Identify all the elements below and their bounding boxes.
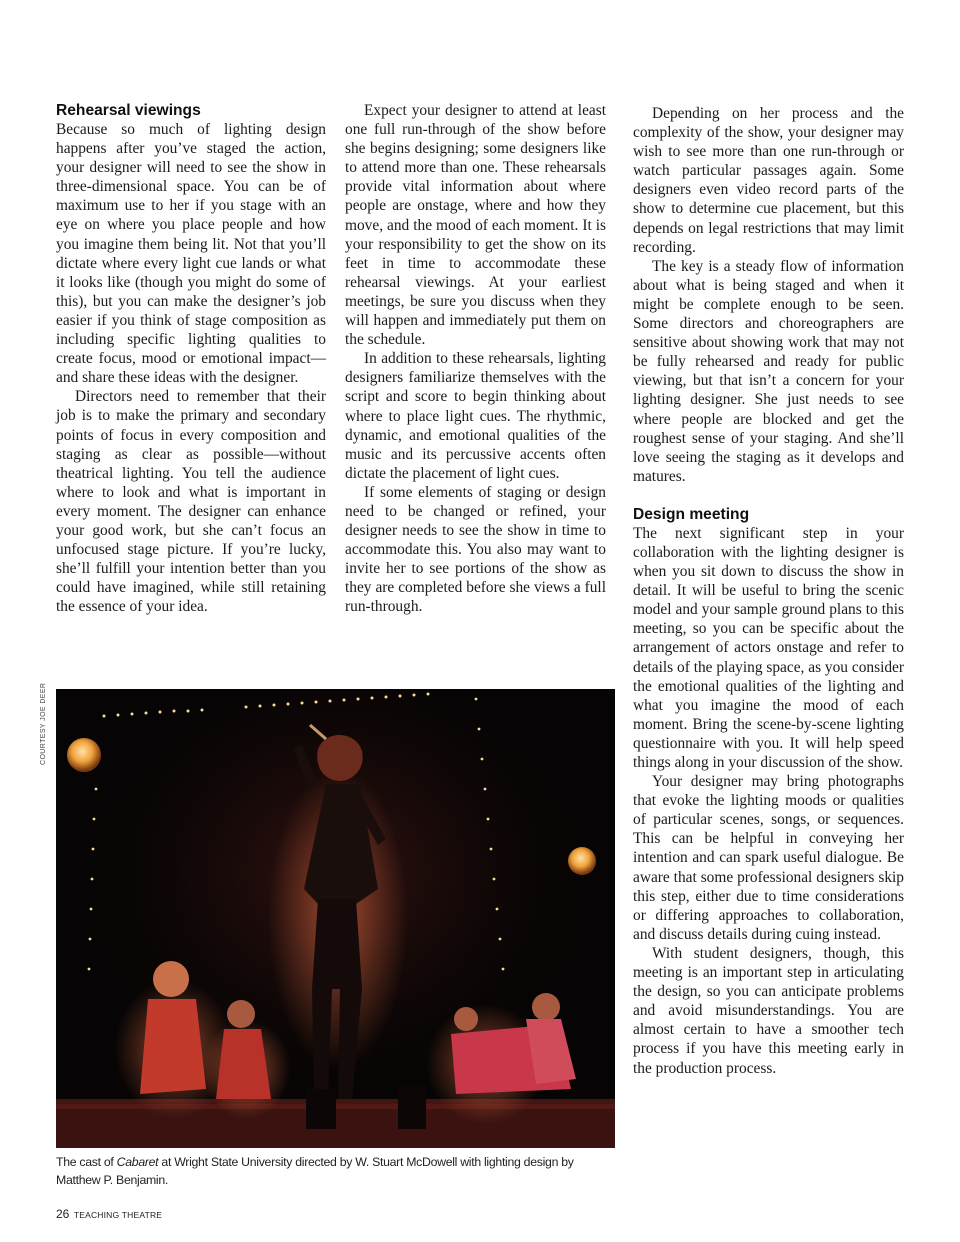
section-heading-design-meeting: Design meeting: [633, 505, 750, 523]
body-paragraph: Depending on her process and the complexity of the show, your designer may wish to see more than one run-through or watch particular passages again. Some designers even video record parts of the show to determine cue placement, but this depends on legal restrictions that may limit recording.: [633, 105, 904, 256]
cabaret-stage-illustration: [56, 689, 615, 1148]
column-2: [345, 101, 606, 617]
body-paragraph: If some elements of staging or design need to be changed or refined, your designer needs to see the show in time to accommodate this. You also may want to invite her to see portions of the show as they are completed before she views a full run-through.: [345, 483, 606, 616]
body-paragraph: Because so much of lighting design happens after you’ve staged the action, your designer will need to see the show in three-dimensional space. You can be of maximum use to her if you stage with an eye on where you place people and how you imagine them being lit. Not that you’ll dictate where every light cue lands or what it looks like (though you might do some of this), but you can make the designer’s job easier if you think of stage composition as including specific lighting qualities to create focus, mood or emotional impact—and share these ideas with the designer.: [56, 121, 326, 387]
magazine-name: TEACHING THEATRE: [73, 1210, 163, 1220]
page-number: 26: [56, 1207, 70, 1221]
caption-lead: The cast of: [56, 1155, 117, 1169]
section-heading-rehearsal-viewings: Rehearsal viewings: [56, 102, 201, 119]
photo-caption: [56, 1153, 616, 1189]
globe-lamp-left: [67, 738, 101, 772]
body-paragraph: The next significant step in your collaboration with the lighting designer is when you sit down to discuss the show in detail. It will be useful to bring the scenic model and your sample ground plans to this meeting, so you can be specific about the arrangement of actors onstage and refer to details of the playing space, as you consider the emotional qualities of the lighting and what you imagine the mood of each moment. Bring the scene-by-scene lighting questionnaire with you. It will help speed things along in your discussion of the show.: [633, 524, 904, 771]
body-paragraph: In addition to these rehearsals, lighting designers familiarize themselves with the script and score to begin thinking about where to place light cues. The rhythmic, dynamic, and emotional qualities of the music and its percussive accents often dictate the placement of light cues.: [345, 350, 606, 482]
body-paragraph: The key is a steady flow of information about what is being staged and when it might be complete enough to be seen. Some directors and choreographers are sensitive about showing work that may not be fully rehearsed and ready for public viewing, but that isn’t a concern for your lighting designer. She just needs to see where people are blocked and get the roughest sense of your staging. And she’ll love seeing the staging as it develops and matures.: [633, 257, 904, 485]
globe-lamp-right: [568, 847, 596, 875]
body-paragraph: With student designers, though, this meeting is an important step in articulating the design, so you can anticipate problems and avoid misunderstandings. You are almost certain to have a smoother tech process if you have this meeting early in the production process.: [633, 944, 904, 1077]
body-paragraph: Directors need to remember that their job is to make the primary and secondary points of focus in every composition and staging as clear as possible—without theatrical lighting. You tell the audience where to look and what is important in every moment. The designer can enhance your good work, but she can’t focus an unfocused stage picture. If you’re lucky, she’ll fulfill your intention better than you could have imagined, while still retaining the essence of your idea.: [56, 388, 326, 616]
column-3: [633, 104, 904, 1078]
body-paragraph: Your designer may bring photographs that evoke the lighting moods or qualities of particular scenes, songs, or sequences. This can be helpful in conveying her intention and can spark useful dialogue. Be aware that some professional designers skip this step, either due to time considerations or differing approaches to collaboration, and discuss details during cuing instead.: [633, 773, 904, 943]
page-footer: [56, 1205, 162, 1223]
photo-credit: COURTESY JOE DEER: [40, 682, 47, 765]
body-paragraph: Expect your designer to attend at least one full run-through of the show before she begins designing; some designers like to attend more than one. These rehearsals provide vital information about where people are onstage, where and how they move, and the mood of each moment. It is your responsibility to get the show on its feet in time to accommodate these rehearsal viewings. At your earliest meetings, be sure you discuss when they will happen and immediately put them on the schedule.: [345, 102, 606, 349]
caption-body: at Wright State University directed by W. Stuart McDowell with lighting design by Matthew P. Benjamin.: [56, 1155, 574, 1187]
stage-photo: [56, 689, 615, 1148]
caption-show-title: Cabaret: [116, 1155, 159, 1169]
column-1: [56, 101, 326, 616]
